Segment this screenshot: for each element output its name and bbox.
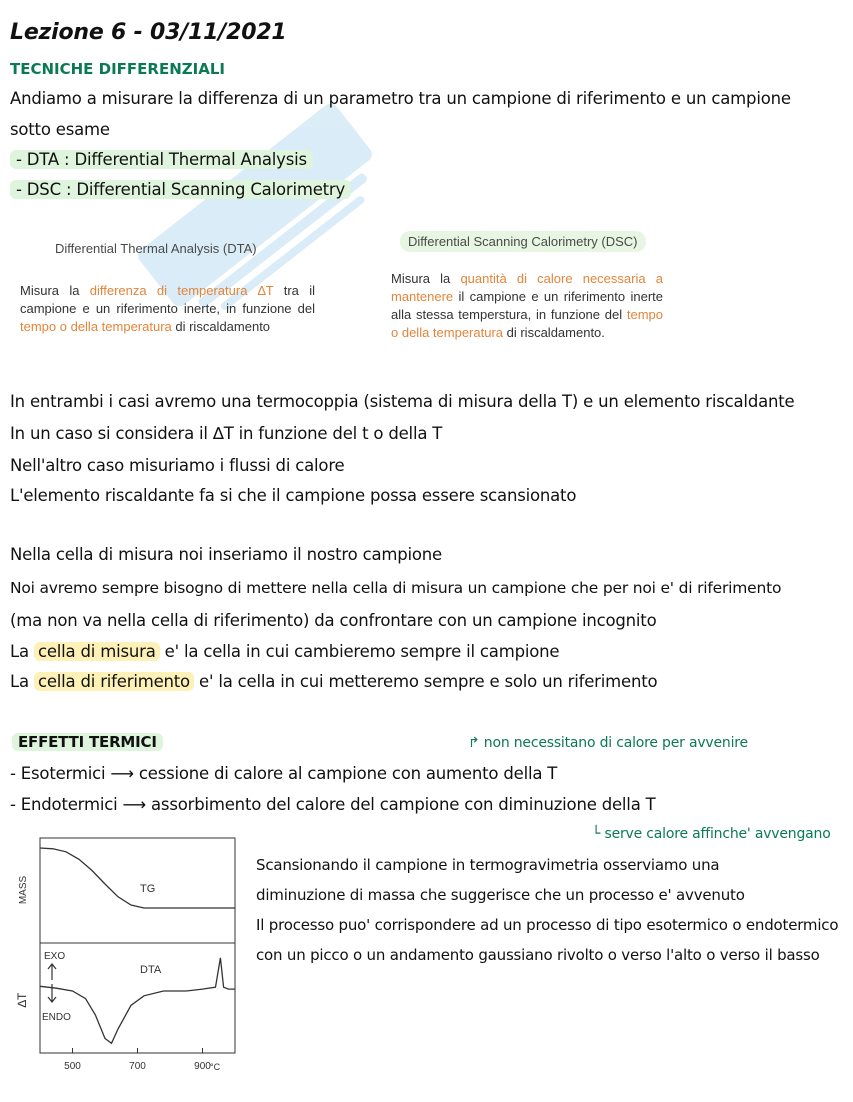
body-line-9-b: e' la cella in cui metteremo sempre e solo un riferimento xyxy=(193,672,658,691)
intro-line-1: Andiamo a misurare la differenza di un parametro tra un campione di riferimento e un campione xyxy=(10,89,791,108)
endo-arrow-icon xyxy=(48,984,56,1002)
endothermic-line: - Endotermici ⟶ assorbimento del calore del campione con diminuzione della T xyxy=(10,795,656,814)
body-line-8-a: La xyxy=(10,642,34,661)
dta-text-c: tra il campione e un riferimento inerte, in funzione del xyxy=(20,283,315,316)
dta-label: DTA xyxy=(140,964,162,976)
dsc-text-d: tempo o della temperatura xyxy=(391,307,663,340)
dsc-card-body xyxy=(391,270,663,342)
paragraph-line-4: con un picco o un andamento gaussiano rivolto o verso l'alto o verso il basso xyxy=(256,946,820,964)
x-unit-label: °C xyxy=(210,1062,221,1072)
cella-riferimento-highlight: cella di riferimento xyxy=(34,672,194,691)
dta-panel-frame xyxy=(40,943,235,1053)
cella-misura-highlight: cella di misura xyxy=(34,642,160,661)
body-line-8 xyxy=(10,642,559,661)
paragraph-line-2: diminuzione di massa che suggerisce che un processo e' avvenuto xyxy=(256,886,745,904)
body-line-9 xyxy=(10,672,657,691)
body-line-1: In entrambi i casi avremo una termocoppia (sistema di misura della T) e un elemento riscaldante xyxy=(10,392,795,411)
body-line-7: (ma non va nella cella di riferimento) da confrontare con un campione incognito xyxy=(10,611,657,630)
body-line-9-a: La xyxy=(10,672,34,691)
page-title: Lezione 6 - 03/11/2021 xyxy=(10,20,287,45)
list-item-dsc xyxy=(10,180,351,199)
dta-text-b: differenza di temperatura ∆T xyxy=(89,283,274,298)
intro-line-2: sotto esame xyxy=(10,120,110,139)
note-endothermic: └ serve calore affinche' avvengano xyxy=(592,826,831,842)
dta-series-line xyxy=(40,958,235,1044)
dta-text-a: Misura la xyxy=(20,283,90,298)
body-line-5: Nella cella di misura noi inseriamo il nostro campione xyxy=(10,545,442,564)
body-line-8-b: e' la cella in cui cambieremo sempre il campione xyxy=(159,642,560,661)
body-line-3: Nell'altro caso misuriamo i flussi di calore xyxy=(10,456,345,475)
dsc-text-a: Misura la xyxy=(391,271,461,286)
dsc-item-text: - DSC : Differential Scanning Calorimetry xyxy=(10,180,351,199)
tg-label: TG xyxy=(140,883,156,895)
dta-ylabel: ∆T xyxy=(15,992,29,1008)
dta-item-text: - DTA : Differential Thermal Analysis xyxy=(10,150,313,169)
tg-series-line xyxy=(40,848,235,908)
tg-ylabel: MASS xyxy=(18,875,29,905)
tg-dta-chart xyxy=(12,828,242,1078)
endo-label: ENDO xyxy=(42,1012,71,1023)
dsc-text-c: il campione e un riferimento inerte alla stessa temperstura, in funzione del xyxy=(391,289,663,322)
paragraph-line-3: Il processo puo' corrispondere ad un processo di tipo esotermico o endotermico xyxy=(256,916,839,934)
effects-heading-text: EFFETTI TERMICI xyxy=(12,733,163,751)
dta-text-e: di riscaldamento xyxy=(171,319,271,334)
exothermic-line: - Esotermici ⟶ cessione di calore al campione con aumento della T xyxy=(10,764,558,783)
section-title: TECNICHE DIFFERENZIALI xyxy=(10,60,225,78)
exo-label: EXO xyxy=(44,951,66,962)
x-axis-ticks xyxy=(64,1048,211,1072)
dsc-card-heading: Differential Scanning Calorimetry (DSC) xyxy=(400,231,646,252)
paragraph-line-1: Scansionando il campione in termogravimetria osserviamo una xyxy=(256,856,720,874)
dsc-text-b: quantità di calore necessaria a mantenere xyxy=(391,271,663,304)
dsc-text-e: di riscaldamento. xyxy=(503,325,605,340)
list-item-dta xyxy=(10,150,313,169)
x-tick-label: 500 xyxy=(64,1061,81,1072)
body-line-4: L'elemento riscaldante fa si che il campione possa essere scansionato xyxy=(10,486,577,505)
body-line-6: Noi avremo sempre bisogno di mettere nella cella di misura un campione che per noi e' di riferimento xyxy=(10,579,782,597)
dta-card-body xyxy=(20,282,315,336)
dta-text-d: tempo o della temperatura xyxy=(20,319,172,334)
effects-heading xyxy=(12,733,163,751)
x-tick-label: 900 xyxy=(194,1061,211,1072)
body-line-2: In un caso si considera il ∆T in funzione del t o della T xyxy=(10,424,443,443)
exo-arrow-icon xyxy=(48,964,56,980)
x-tick-label: 700 xyxy=(129,1061,146,1072)
dta-card-heading: Differential Thermal Analysis (DTA) xyxy=(55,241,257,256)
note-exothermic: ↱ non necessitano di calore per avvenire xyxy=(468,735,748,751)
